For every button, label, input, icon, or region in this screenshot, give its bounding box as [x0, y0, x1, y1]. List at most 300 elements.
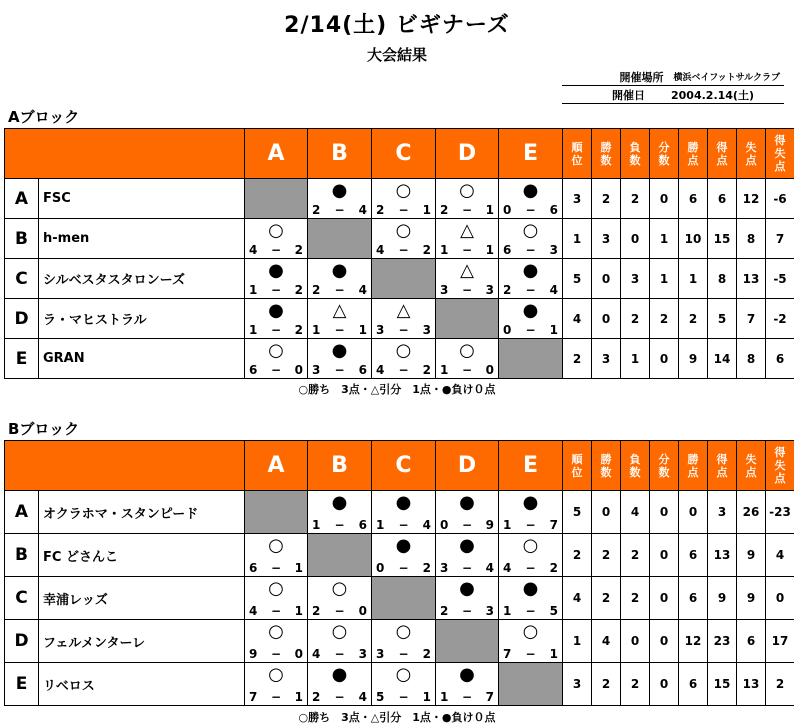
score [308, 284, 371, 297]
result-symbol-icon: ○ [268, 621, 284, 642]
stat-header [679, 441, 708, 491]
score [436, 364, 498, 377]
score-dash: − [525, 243, 536, 257]
score-dash: − [270, 363, 282, 377]
score-dash: − [461, 243, 473, 257]
self-match-cell [245, 179, 308, 219]
score-dash: − [525, 604, 536, 618]
score-own: 5 [376, 690, 385, 704]
block-a-table [4, 128, 794, 379]
stat-header-char: 失 [745, 140, 757, 154]
result-symbol-icon: △ [460, 220, 474, 241]
stat-value: 5 [563, 259, 592, 299]
score-dash: − [525, 518, 536, 532]
stat-header-char: 負 [629, 140, 641, 154]
score [245, 364, 307, 377]
stat-value: 9 [737, 577, 766, 620]
stat-value: 3 [708, 491, 737, 534]
stat-value: 3 [563, 663, 592, 706]
stat-header-char: 数 [658, 465, 670, 479]
score-own: 0 [440, 518, 449, 532]
stat-header [679, 129, 708, 179]
result-symbol-icon: ○ [268, 340, 284, 361]
stat-value: 15 [708, 663, 737, 706]
score-own: 2 [503, 283, 512, 297]
stat-value: 0 [766, 577, 794, 620]
stat-value: 8 [708, 259, 737, 299]
result-cell [245, 663, 308, 706]
score-dash: − [270, 604, 282, 618]
score-dash: − [334, 323, 345, 337]
stat-value: 4 [592, 620, 621, 663]
score-opponent: 0 [485, 363, 494, 377]
column-header-c: C [372, 129, 436, 179]
score-dash: − [398, 363, 409, 377]
score [436, 691, 498, 704]
stat-header-char: 失 [774, 147, 786, 160]
stat-value: 15 [708, 219, 737, 259]
stat-value: 3 [563, 179, 592, 219]
stat-value: 0 [650, 491, 679, 534]
row-letter: C [5, 259, 39, 299]
stat-header [766, 441, 794, 491]
score-opponent: 1 [422, 203, 431, 217]
score [499, 648, 562, 661]
stat-value: 12 [679, 620, 708, 663]
score-opponent: 1 [485, 203, 494, 217]
header-corner [5, 129, 245, 179]
block-b-legend: ○勝ち 3点・△引分 1点・●負け０点 [298, 711, 496, 724]
score [372, 519, 435, 532]
result-cell [308, 577, 372, 620]
score-own: 0 [503, 203, 512, 217]
result-symbol-icon: ● [459, 535, 475, 556]
score-opponent: 2 [549, 561, 558, 575]
score [245, 324, 307, 337]
score-dash: − [461, 690, 473, 704]
stat-value: 0 [650, 534, 679, 577]
score-opponent: 3 [485, 604, 494, 618]
result-symbol-icon: ○ [522, 535, 539, 556]
score-opponent: 6 [549, 203, 558, 217]
stat-header-char: 勝 [600, 452, 612, 466]
stat-value: 2 [563, 534, 592, 577]
stat-value: 5 [708, 299, 737, 339]
score-own: 1 [440, 363, 449, 377]
score-own: 1 [249, 323, 258, 337]
result-symbol-icon: ● [459, 664, 475, 685]
score [436, 204, 498, 217]
result-symbol-icon: ● [522, 260, 539, 281]
score [245, 691, 307, 704]
score-own: 4 [249, 243, 258, 257]
result-symbol-icon: △ [460, 260, 474, 281]
stat-value: 8 [737, 339, 766, 379]
score-opponent: 7 [549, 518, 558, 532]
score [372, 204, 435, 217]
stat-value: 6 [679, 534, 708, 577]
result-cell [245, 219, 308, 259]
stat-value: 0 [650, 663, 679, 706]
result-symbol-icon: ● [331, 260, 348, 281]
block-b-table [4, 440, 794, 706]
stat-value: 0 [592, 259, 621, 299]
result-cell [499, 299, 563, 339]
score-own: 2 [376, 203, 385, 217]
page-subtitle: 大会結果 [366, 46, 427, 64]
score [372, 648, 435, 661]
score-dash: − [270, 690, 282, 704]
stat-header-char: 点 [774, 160, 786, 173]
result-cell [245, 259, 308, 299]
score-own: 3 [440, 561, 449, 575]
stat-value: 3 [592, 339, 621, 379]
stat-header [650, 129, 679, 179]
score-own: 4 [376, 363, 385, 377]
score-own: 1 [503, 604, 512, 618]
stat-value: 2 [621, 299, 650, 339]
stat-value: 2 [650, 299, 679, 339]
score-own: 3 [376, 323, 385, 337]
result-cell [436, 491, 499, 534]
score [499, 519, 562, 532]
score-own: 3 [440, 283, 449, 297]
score-opponent: 4 [549, 283, 558, 297]
row-letter: D [5, 299, 39, 339]
stat-header-char: 得 [716, 140, 728, 154]
score [436, 562, 498, 575]
table-row [5, 259, 794, 299]
result-symbol-icon: ○ [395, 340, 412, 361]
stat-value: 2 [592, 534, 621, 577]
score-dash: − [270, 323, 282, 337]
score-dash: − [334, 283, 345, 297]
stat-header [650, 441, 679, 491]
score [308, 605, 371, 618]
score [499, 324, 562, 337]
stat-header-char: 数 [629, 465, 641, 479]
stat-value: 1 [621, 339, 650, 379]
stat-header-char: 得 [774, 446, 786, 459]
stat-value: 7 [737, 299, 766, 339]
self-match-cell [436, 620, 499, 663]
score [372, 562, 435, 575]
result-symbol-icon: △ [332, 300, 347, 321]
stat-value: 1 [650, 219, 679, 259]
score-opponent: 3 [358, 647, 367, 661]
stat-header-char: 位 [571, 153, 583, 167]
stat-value: 9 [737, 534, 766, 577]
self-match-cell [436, 299, 499, 339]
stat-value: 5 [563, 491, 592, 534]
score-opponent: 6 [358, 363, 367, 377]
row-letter: C [5, 577, 39, 620]
score-opponent: 0 [294, 647, 303, 661]
team-name: h-men [39, 219, 245, 259]
stat-value: 1 [563, 620, 592, 663]
stat-value: 6 [766, 339, 794, 379]
result-cell [308, 259, 372, 299]
result-symbol-icon: ● [522, 300, 539, 321]
result-cell [372, 299, 436, 339]
result-symbol-icon: ○ [522, 220, 539, 241]
stat-value: 12 [737, 179, 766, 219]
stat-value: 2 [766, 663, 794, 706]
result-symbol-icon: ● [395, 535, 412, 556]
result-symbol-icon: ○ [395, 180, 412, 201]
result-cell [436, 179, 499, 219]
team-name: GRAN [39, 339, 245, 379]
stat-header [592, 129, 621, 179]
table-row [5, 299, 794, 339]
team-name: シルベスタスタロンーズ [39, 259, 245, 299]
score-opponent: 4 [485, 561, 494, 575]
result-symbol-icon: △ [396, 300, 411, 321]
stat-header-char: 順 [571, 452, 583, 466]
score-own: 4 [376, 243, 385, 257]
stat-value: -2 [766, 299, 794, 339]
stat-header [621, 441, 650, 491]
result-symbol-icon: ○ [522, 621, 539, 642]
result-symbol-icon: ○ [395, 621, 412, 642]
row-letter: E [5, 339, 39, 379]
score-own: 0 [503, 323, 512, 337]
stat-header-char: 負 [629, 452, 641, 466]
stat-header [563, 129, 592, 179]
row-letter: D [5, 620, 39, 663]
stat-value: 6 [679, 577, 708, 620]
stat-header-char: 数 [600, 153, 612, 167]
stat-value: 10 [679, 219, 708, 259]
result-cell [436, 663, 499, 706]
score-own: 1 [312, 323, 321, 337]
self-match-cell [499, 339, 563, 379]
score [245, 284, 307, 297]
result-cell [245, 620, 308, 663]
score [436, 605, 498, 618]
score-dash: − [398, 203, 409, 217]
result-cell [372, 534, 436, 577]
stat-value: 13 [708, 534, 737, 577]
score-dash: − [525, 561, 536, 575]
score-own: 2 [312, 604, 321, 618]
score [308, 691, 371, 704]
result-cell [372, 339, 436, 379]
team-name: FSC [39, 179, 245, 219]
stat-value: 0 [650, 339, 679, 379]
stat-header-char: 分 [658, 452, 670, 466]
stat-value: 13 [737, 663, 766, 706]
result-symbol-icon: ○ [395, 664, 412, 685]
header-corner [5, 441, 245, 491]
stat-value: 6 [679, 663, 708, 706]
result-cell [372, 491, 436, 534]
result-symbol-icon: ○ [268, 578, 284, 599]
score-dash: − [334, 647, 345, 661]
stat-header [766, 129, 794, 179]
result-symbol-icon: ○ [331, 578, 348, 599]
score [308, 364, 371, 377]
score-dash: − [398, 243, 409, 257]
result-cell [308, 179, 372, 219]
block-b-label: Bブロック [8, 420, 80, 438]
score-opponent: 1 [549, 323, 558, 337]
score-dash: − [461, 561, 473, 575]
score-opponent: 2 [422, 561, 431, 575]
score [436, 244, 498, 257]
result-cell [245, 534, 308, 577]
score-own: 2 [312, 203, 321, 217]
result-cell [436, 534, 499, 577]
score-dash: − [334, 203, 345, 217]
score-own: 3 [312, 363, 321, 377]
score-dash: − [334, 690, 345, 704]
stat-header-char: 位 [571, 465, 583, 479]
result-cell [499, 259, 563, 299]
score [436, 519, 498, 532]
stat-header-char: 点 [745, 153, 757, 167]
score-dash: − [270, 561, 282, 575]
score-dash: − [334, 363, 345, 377]
score-opponent: 1 [294, 561, 303, 575]
stat-value: 0 [650, 577, 679, 620]
score-own: 6 [249, 363, 258, 377]
stat-header [708, 129, 737, 179]
result-cell [499, 577, 563, 620]
score-own: 6 [249, 561, 258, 575]
score-opponent: 4 [422, 518, 431, 532]
team-name: 幸浦レッズ [39, 577, 245, 620]
score-opponent: 5 [549, 604, 558, 618]
score-opponent: 2 [294, 243, 303, 257]
result-symbol-icon: ○ [268, 220, 284, 241]
table-row [5, 339, 794, 379]
score [245, 605, 307, 618]
stat-value: 0 [592, 491, 621, 534]
stat-value: -23 [766, 491, 794, 534]
result-cell [372, 663, 436, 706]
stat-value: 2 [592, 179, 621, 219]
stat-value: 0 [621, 219, 650, 259]
score-own: 2 [312, 283, 321, 297]
score-own: 9 [249, 647, 258, 661]
score-opponent: 1 [549, 647, 558, 661]
stat-header-char: 点 [716, 465, 728, 479]
score-dash: − [461, 203, 473, 217]
stat-value: 17 [766, 620, 794, 663]
score-dash: − [525, 323, 536, 337]
result-cell [245, 339, 308, 379]
score-opponent: 2 [422, 363, 431, 377]
result-cell [308, 299, 372, 339]
score-own: 1 [376, 518, 385, 532]
result-symbol-icon: ○ [459, 180, 475, 201]
row-letter: E [5, 663, 39, 706]
score [308, 648, 371, 661]
score-dash: − [398, 690, 409, 704]
score [372, 691, 435, 704]
stat-value: 1 [563, 219, 592, 259]
team-name: リベロス [39, 663, 245, 706]
score-own: 2 [440, 203, 449, 217]
score-own: 4 [503, 561, 512, 575]
result-symbol-icon: ● [331, 340, 348, 361]
result-symbol-icon: ● [268, 300, 284, 321]
block-a-legend: ○勝ち 3点・△引分 1点・●負け０点 [298, 383, 496, 396]
score-own: 4 [312, 647, 321, 661]
stat-value: 0 [592, 299, 621, 339]
score [436, 284, 498, 297]
row-letter: A [5, 179, 39, 219]
stat-header-char: 点 [687, 153, 699, 167]
stat-header-char: 数 [600, 465, 612, 479]
stat-value: 13 [737, 259, 766, 299]
score [499, 204, 562, 217]
stat-header [708, 441, 737, 491]
result-cell [436, 259, 499, 299]
score-opponent: 1 [422, 690, 431, 704]
score-opponent: 1 [485, 243, 494, 257]
score-opponent: 3 [422, 323, 431, 337]
table-row [5, 577, 794, 620]
self-match-cell [372, 577, 436, 620]
result-symbol-icon: ● [522, 180, 539, 201]
stat-header-char: 失 [745, 452, 757, 466]
score-opponent: 1 [294, 604, 303, 618]
column-header-d: D [436, 441, 499, 491]
team-name: フェルメンターレ [39, 620, 245, 663]
stat-header-char: 得 [774, 134, 786, 147]
score-opponent: 3 [485, 283, 494, 297]
result-symbol-icon: ○ [459, 340, 475, 361]
stat-header-char: 点 [774, 472, 786, 485]
score-own: 1 [503, 518, 512, 532]
stat-value: 4 [563, 299, 592, 339]
score-own: 1 [440, 243, 449, 257]
score-own: 7 [249, 690, 258, 704]
table-row [5, 663, 794, 706]
stat-value: 4 [563, 577, 592, 620]
score-opponent: 3 [549, 243, 558, 257]
stat-value: 2 [621, 577, 650, 620]
venue-info [562, 68, 784, 86]
result-cell [499, 491, 563, 534]
stat-value: -5 [766, 259, 794, 299]
stat-header-char: 数 [629, 153, 641, 167]
stat-header-char: 点 [745, 465, 757, 479]
team-name: ラ・マヒストラル [39, 299, 245, 339]
stat-value: 23 [708, 620, 737, 663]
column-header-b: B [308, 129, 372, 179]
self-match-cell [245, 491, 308, 534]
column-header-d: D [436, 129, 499, 179]
result-symbol-icon: ● [331, 664, 348, 685]
column-header-e: E [499, 129, 563, 179]
venue-value: 横浜ベイフットサルクラブ [673, 73, 780, 83]
stat-value: 2 [621, 663, 650, 706]
row-letter: B [5, 219, 39, 259]
score-dash: − [398, 518, 409, 532]
score [499, 605, 562, 618]
result-cell [499, 219, 563, 259]
score-dash: − [461, 283, 473, 297]
result-cell [245, 577, 308, 620]
stat-value: 6 [737, 620, 766, 663]
score-opponent: 9 [485, 518, 494, 532]
stat-value: 6 [679, 179, 708, 219]
score-opponent: 4 [358, 690, 367, 704]
row-letter: B [5, 534, 39, 577]
